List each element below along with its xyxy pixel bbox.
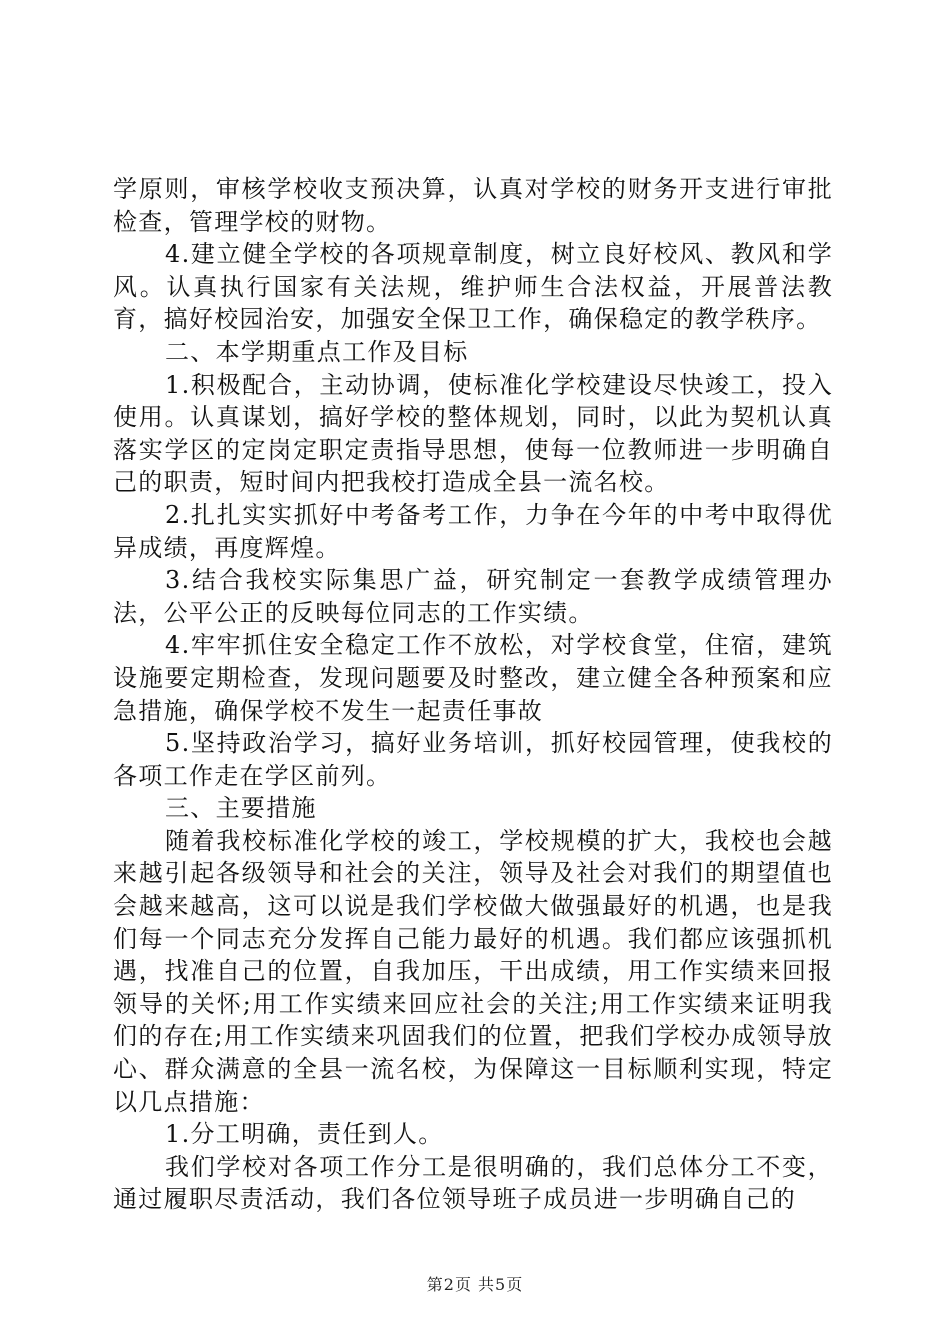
paragraph-6: 3.结合我校实际集思广益，研究制定一套教学成绩管理办法，公平公正的反映每位同志的工作实绩。 (113, 566, 833, 627)
document-body (113, 173, 833, 1216)
paragraph-5: 2.扎扎实实抓好中考备考工作，力争在今年的中考中取得优异成绩，再度辉煌。 (113, 500, 833, 562)
paragraph-8: 5.坚持政治学习，搞好业务培训，抓好校园管理，使我校的各项工作走在学区前列。 (113, 729, 833, 790)
paragraph-7: 4.牢牢抓住安全稳定工作不放松，对学校食堂，住宿，建筑设施要定期检查，发现问题要及时整改，建立健全各种预案和应急措施，确保学校不发生一起责任事故 (113, 631, 833, 725)
paragraph-12: 我们学校对各项工作分工是很明确的，我们总体分工不变，通过履职尽责活动，我们各位领导班子成员进一步明确自己的 (113, 1152, 833, 1214)
subheading-measure-1: 1.分工明确，责任到人。 (165, 1120, 444, 1149)
page-number-footer: 第2页 共5页 (426, 1275, 524, 1294)
paragraph-10: 随着我校标准化学校的竣工，学校规模的扩大，我校也会越来越引起各级领导和社会的关注，领导及社会对我们的期望值也会越来越高，这可以说是我们学校做大做强最好的机遇，也是我们每一个同志充分发挥自己能力最好的机遇。我们都应该强抓机遇，找准自己的位置，自我加压，干出成绩，用工作实绩来回报领导的关怀;用工作实绩来回应社会的关注;用工作实绩来证明我们的存在;用工作实绩来巩固我们的位置，把我们学校办成领导放心、群众满意的全县一流名校，为保障这一目标顺利实现，特定以几点措施： (113, 826, 833, 1116)
paragraph-2: 4.建立健全学校的各项规章制度，树立良好校风、教风和学风。认真执行国家有关法规，维护师生合法权益，开展普法教育，搞好校园治安，加强安全保卫工作，确保稳定的教学秩序。 (113, 240, 833, 334)
section-heading-3: 三、主要措施 (165, 794, 317, 823)
paragraph-4: 1.积极配合，主动协调，使标准化学校建设尽快竣工，投入使用。认真谋划，搞好学校的整体规划，同时，以此为契机认真落实学区的定岗定职定责指导思想，使每一位教师进一步明确自己的职责，短时间内把我校打造成全县一流名校。 (113, 370, 833, 497)
section-heading-2: 二、本学期重点工作及目标 (165, 337, 469, 366)
paragraph-1: 学原则，审核学校收支预决算，认真对学校的财务开支进行审批检查，管理学校的财物。 (113, 175, 833, 236)
